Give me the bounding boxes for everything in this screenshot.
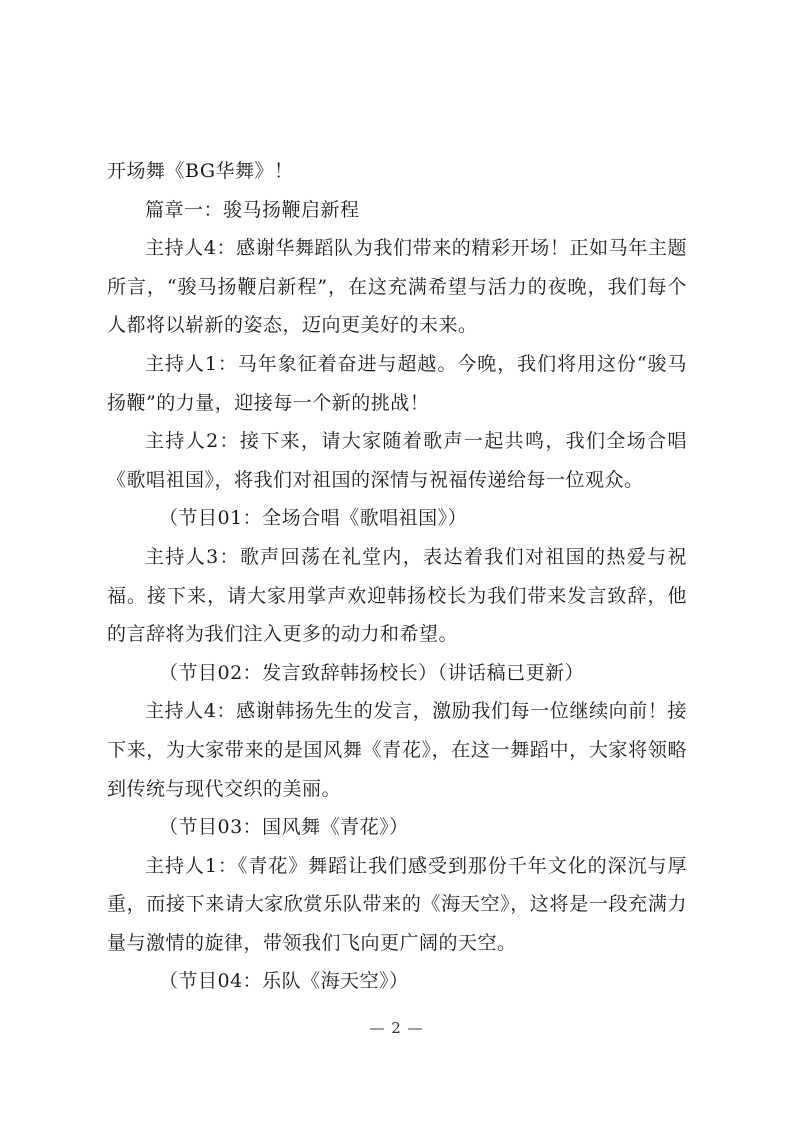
page-number: — 2 — <box>369 1019 424 1037</box>
host-1-second-speech: 主持人1：《青花》舞蹈让我们感受到那份千年文化的深沉与厚重，而接下来请大家欣赏乐队带来的《海天空》，这将是一段充满力量与激情的旋律，带领我们飞向更广阔的天空。 <box>107 854 687 954</box>
program-02-line: （节目02：发言致辞韩扬校长）（讲话稿已更新） <box>159 661 585 684</box>
host-2-speech: 主持人2：接下来，请大家随着歌声一起共鸣，我们全场合唱《歌唱祖国》，将我们对祖国的深情与祝福传递给每一位观众。 <box>107 430 687 491</box>
chapter-heading: 篇章一：骏马扬鞭启新程 <box>145 198 360 221</box>
host-3-speech: 主持人3：歌声回荡在礼堂内，表达着我们对祖国的热爱与祝福。接下来，请大家用掌声欢迎韩扬校长为我们带来发言致辞，他的言辞将为我们注入更多的动力和希望。 <box>107 545 687 646</box>
host-1-speech: 主持人1：马年象征着奋进与超越。今晚，我们将用这份“骏马扬鞭”的力量，迎接每一个新的挑战！ <box>107 352 687 414</box>
program-04-line: （节目04：乐队《海天空》） <box>159 970 409 993</box>
opening-dance-line: 开场舞《BG华舞》！ <box>107 160 294 182</box>
document-body <box>107 152 687 1001</box>
program-03-line: （节目03：国风舞《青花》） <box>159 816 409 839</box>
host-4-speech: 主持人4：感谢华舞蹈队为我们带来的精彩开场！正如马年主题所言，“骏马扬鞭启新程”，在这充满希望与活力的夜晚，我们每个人都将以崭新的姿态，迈向更美好的未来。 <box>107 237 687 337</box>
program-01-line: （节目01：全场合唱《歌唱祖国》） <box>159 507 468 530</box>
host-4-second-speech: 主持人4：感谢韩扬先生的发言，激励我们每一位继续向前！接下来，为大家带来的是国风舞《青花》，在这一舞蹈中，大家将领略到传统与现代交织的美丽。 <box>107 700 687 800</box>
